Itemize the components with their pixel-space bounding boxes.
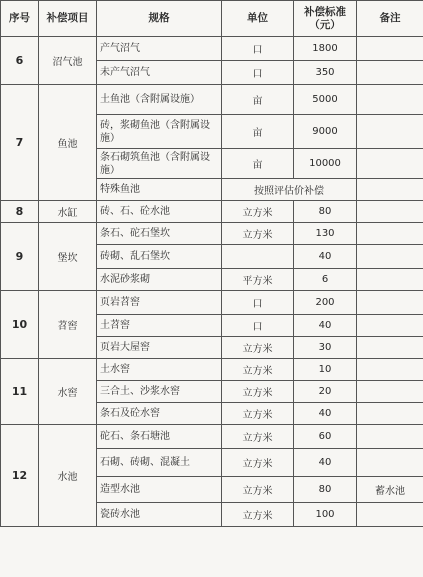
spec-cell: 特殊鱼池 xyxy=(97,179,222,201)
compensation-item: 堡坎 xyxy=(39,223,97,291)
table-row xyxy=(1,223,423,245)
standard-cell: 10000 xyxy=(294,149,357,179)
spec-cell: 页岩大屋窖 xyxy=(97,337,222,359)
header-spec: 规格 xyxy=(97,1,222,37)
note-cell xyxy=(357,269,423,291)
unit-cell: 立方米 xyxy=(222,359,294,381)
unit-cell: 立方米 xyxy=(222,381,294,403)
row-number: 9 xyxy=(1,223,39,291)
row-number: 6 xyxy=(1,37,39,85)
row-number: 10 xyxy=(1,291,39,359)
standard-cell: 10 xyxy=(294,359,357,381)
note-cell xyxy=(357,149,423,179)
compensation-item: 鱼池 xyxy=(39,85,97,201)
note-cell: 蓄水池 xyxy=(357,477,423,503)
note-cell xyxy=(357,37,423,61)
compensation-item: 苕窖 xyxy=(39,291,97,359)
table-row xyxy=(1,291,423,315)
note-cell xyxy=(357,291,423,315)
spec-cell: 条石及砼水窖 xyxy=(97,403,222,425)
unit-cell: 立方米 xyxy=(222,449,294,477)
unit-cell: 立方米 xyxy=(222,503,294,527)
standard-merged-cell: 按照评估价补偿 xyxy=(222,179,357,201)
note-cell xyxy=(357,179,423,201)
standard-cell: 9000 xyxy=(294,115,357,149)
spec-cell: 页岩苕窖 xyxy=(97,291,222,315)
standard-cell: 40 xyxy=(294,245,357,269)
note-cell xyxy=(357,85,423,115)
note-cell xyxy=(357,223,423,245)
table-row xyxy=(1,201,423,223)
note-cell xyxy=(357,115,423,149)
table-body xyxy=(1,37,423,527)
compensation-item: 水池 xyxy=(39,425,97,527)
standard-cell: 80 xyxy=(294,201,357,223)
note-cell xyxy=(357,449,423,477)
row-number: 12 xyxy=(1,425,39,527)
unit-cell: 立方米 xyxy=(222,337,294,359)
note-cell xyxy=(357,503,423,527)
note-cell xyxy=(357,359,423,381)
note-cell xyxy=(357,425,423,449)
header-item: 补偿项目 xyxy=(39,1,97,37)
standard-cell: 40 xyxy=(294,403,357,425)
unit-cell: 立方米 xyxy=(222,425,294,449)
spec-cell: 造型水池 xyxy=(97,477,222,503)
unit-cell: 亩 xyxy=(222,85,294,115)
table-row xyxy=(1,85,423,115)
unit-cell: 立方米 xyxy=(222,403,294,425)
table-row xyxy=(1,359,423,381)
spec-cell: 砖、石、砼水池 xyxy=(97,201,222,223)
table-header-row xyxy=(1,1,423,37)
standard-cell: 100 xyxy=(294,503,357,527)
standard-cell: 350 xyxy=(294,61,357,85)
compensation-item: 水缸 xyxy=(39,201,97,223)
unit-cell: 口 xyxy=(222,61,294,85)
spec-cell: 砣石、条石塘池 xyxy=(97,425,222,449)
spec-cell: 石砌、砖砌、混凝土 xyxy=(97,449,222,477)
standard-cell: 5000 xyxy=(294,85,357,115)
standard-cell: 200 xyxy=(294,291,357,315)
standard-cell: 1800 xyxy=(294,37,357,61)
unit-cell: 亩 xyxy=(222,149,294,179)
compensation-item: 水窖 xyxy=(39,359,97,425)
spec-cell: 水泥砂浆砌 xyxy=(97,269,222,291)
spec-cell: 未产气沼气 xyxy=(97,61,222,85)
unit-cell: 立方米 xyxy=(222,201,294,223)
note-cell xyxy=(357,403,423,425)
spec-cell: 土鱼池（含附属设施） xyxy=(97,85,222,115)
header-standard: 补偿标准（元） xyxy=(294,1,357,37)
spec-cell: 砖砌、乱石堡坎 xyxy=(97,245,222,269)
spec-cell: 瓷砖水池 xyxy=(97,503,222,527)
spec-cell: 产气沼气 xyxy=(97,37,222,61)
note-cell xyxy=(357,337,423,359)
unit-cell: 立方米 xyxy=(222,477,294,503)
standard-cell: 40 xyxy=(294,315,357,337)
standard-cell: 80 xyxy=(294,477,357,503)
unit-cell: 平方米 xyxy=(222,269,294,291)
header-no: 序号 xyxy=(1,1,39,37)
row-number: 11 xyxy=(1,359,39,425)
header-unit: 单位 xyxy=(222,1,294,37)
note-cell xyxy=(357,381,423,403)
row-number: 8 xyxy=(1,201,39,223)
standard-cell: 6 xyxy=(294,269,357,291)
spec-cell: 砖，浆砌鱼池（含附属设施） xyxy=(97,115,222,149)
standard-cell: 30 xyxy=(294,337,357,359)
spec-cell: 土水窖 xyxy=(97,359,222,381)
spec-cell: 条石砌筑鱼池（含附属设施） xyxy=(97,149,222,179)
unit-cell: 口 xyxy=(222,37,294,61)
header-note: 备注 xyxy=(357,1,423,37)
table-row xyxy=(1,425,423,449)
spec-cell: 土苕窖 xyxy=(97,315,222,337)
note-cell xyxy=(357,61,423,85)
spec-cell: 条石、砣石堡坎 xyxy=(97,223,222,245)
standard-cell: 60 xyxy=(294,425,357,449)
unit-cell: 立方米 xyxy=(222,223,294,245)
table-row xyxy=(1,37,423,61)
unit-cell: 亩 xyxy=(222,115,294,149)
note-cell xyxy=(357,201,423,223)
unit-cell xyxy=(222,245,294,269)
compensation-item: 沼气池 xyxy=(39,37,97,85)
note-cell xyxy=(357,315,423,337)
standard-cell: 40 xyxy=(294,449,357,477)
note-cell xyxy=(357,245,423,269)
standard-cell: 130 xyxy=(294,223,357,245)
unit-cell: 口 xyxy=(222,315,294,337)
row-number: 7 xyxy=(1,85,39,201)
spec-cell: 三合土、沙浆水窖 xyxy=(97,381,222,403)
unit-cell: 口 xyxy=(222,291,294,315)
standard-cell: 20 xyxy=(294,381,357,403)
